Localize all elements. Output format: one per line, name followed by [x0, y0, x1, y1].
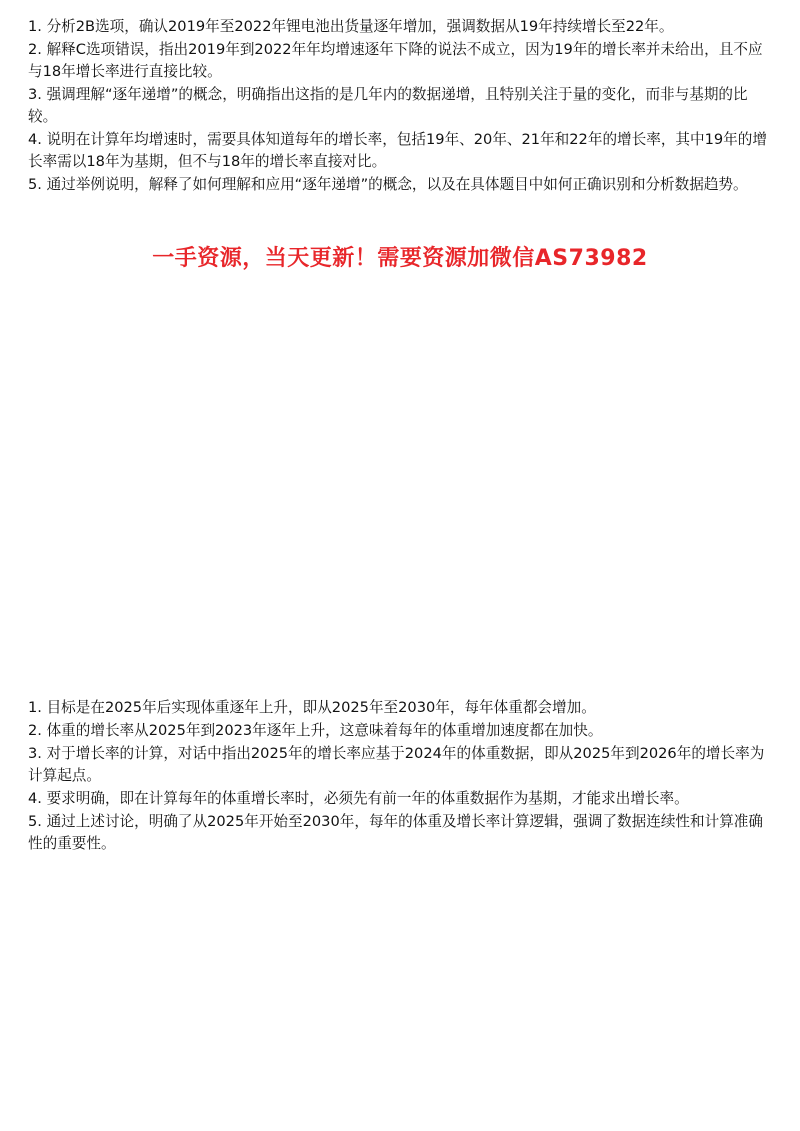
list-item: 4. 说明在计算年均增速时，需要具体知道每年的增长率，包括19年、20年、21年和22年的增长率，其中19年的增长率需以18年为基期，但不与18年的增长率直接对比。 [28, 131, 767, 170]
list-item: 1. 分析2B选项，确认2019年至2022年锂电池出货量逐年增加，强调数据从19年持续增长至22年。 [28, 18, 674, 35]
summary-list-1 [28, 16, 772, 197]
list-item: 2. 体重的增长率从2025年到2023年逐年上升，这意味着每年的体重增加速度都在加快。 [28, 722, 603, 739]
list-item: 3. 对于增长率的计算，对话中指出2025年的增长率应基于2024年的体重数据，即从2025年到2026年的增长率为计算起点。 [28, 745, 765, 784]
list-item: 3. 强调理解“逐年递增”的概念，明确指出这指的是几年内的数据递增，且特别关注于量的变化，而非与基期的比较。 [28, 86, 748, 125]
list-item: 5. 通过上述讨论，明确了从2025年开始至2030年，每年的体重及增长率计算逻辑，强调了数据连续性和计算准确性的重要性。 [28, 813, 763, 852]
list-item: 5. 通过举例说明，解释了如何理解和应用“逐年递增”的概念，以及在具体题目中如何正确识别和分析数据趋势。 [28, 176, 748, 193]
promo-banner: 一手资源，当天更新！需要资源加微信AS73982 [152, 246, 648, 271]
list-item: 4. 要求明确，即在计算每年的体重增长率时，必须先有前一年的体重数据作为基期，才能求出增长率。 [28, 790, 689, 807]
list-item: 2. 解释C选项错误，指出2019年到2022年年均增速逐年下降的说法不成立，因为19年的增长率并未给出，且不应与18年增长率进行直接比较。 [28, 41, 763, 80]
summary-list-2 [28, 697, 772, 856]
list-item: 1. 目标是在2025年后实现体重逐年上升，即从2025年至2030年，每年体重都会增加。 [28, 699, 596, 716]
